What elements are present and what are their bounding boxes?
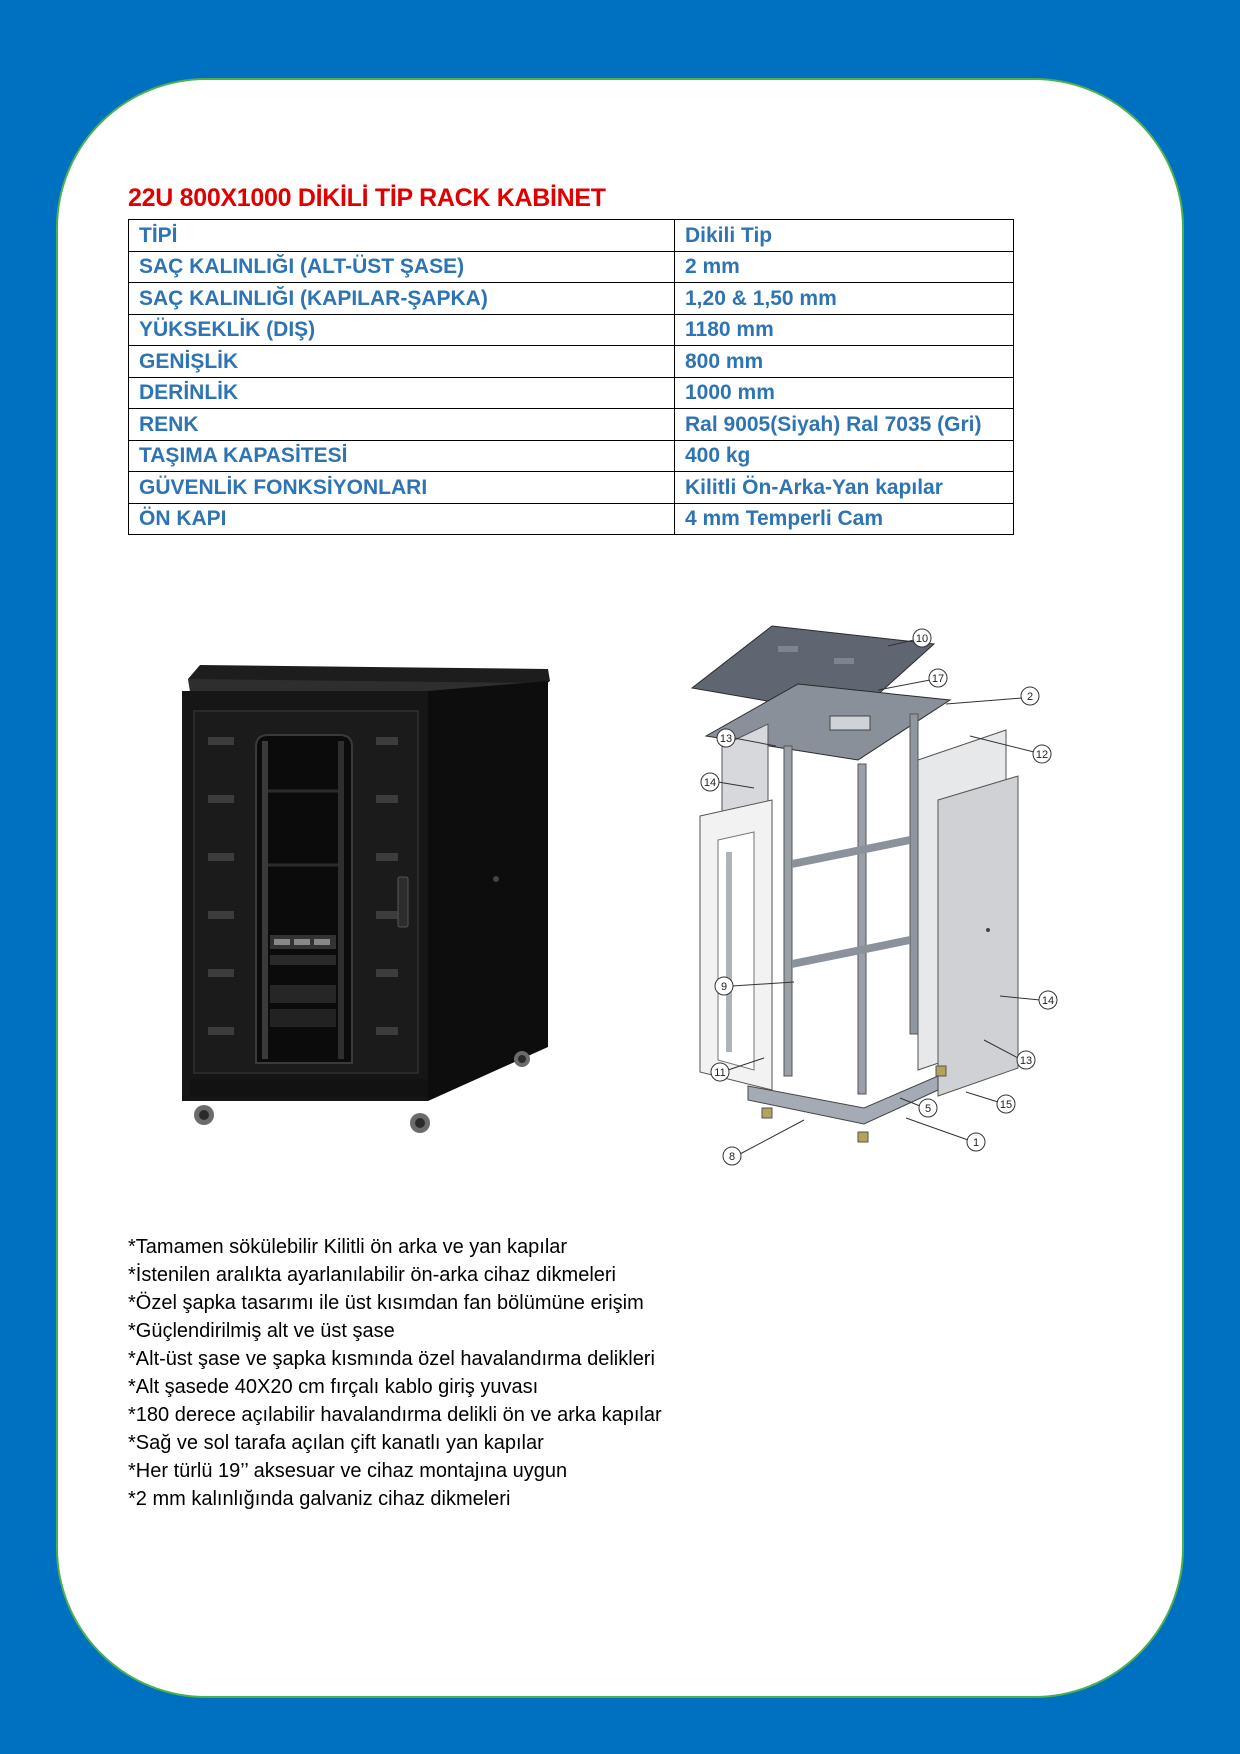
door-handle xyxy=(398,877,408,927)
table-row xyxy=(129,377,1014,409)
spec-label: GÜVENLİK FONKSİYONLARI xyxy=(129,472,675,504)
list-item: *Alt-üst şase ve şapka kısmında özel havalandırma delikleri xyxy=(128,1348,655,1370)
table-row xyxy=(129,346,1014,378)
callout-label: 1 xyxy=(972,1137,980,1149)
spec-label: SAÇ KALINLIĞI (KAPILAR-ŞAPKA) xyxy=(129,283,675,315)
list-item: *Sağ ve sol tarafa açılan çift kanatlı yan kapılar xyxy=(128,1432,544,1454)
list-item: *İstenilen aralıkta ayarlanılabilir ön-arka cihaz dikmeleri xyxy=(128,1264,616,1286)
spec-value: 4 mm Temperli Cam xyxy=(675,503,1014,535)
table-row xyxy=(129,440,1014,472)
spec-value: 1000 mm xyxy=(675,377,1014,409)
callout-label: 5 xyxy=(924,1103,932,1115)
spec-value: Ral 9005(Siyah) Ral 7035 (Gri) xyxy=(675,409,1014,441)
callout-label: 15 xyxy=(999,1099,1013,1111)
spec-label: GENİŞLİK xyxy=(129,346,675,378)
callout-label: 8 xyxy=(728,1151,736,1163)
list-item: *Tamamen sökülebilir Kilitli ön arka ve yan kapılar xyxy=(128,1236,568,1258)
list-item: *Güçlendirilmiş alt ve üst şase xyxy=(128,1320,395,1342)
table-row xyxy=(129,220,1014,252)
base-frame xyxy=(748,1076,938,1124)
callout-label: 10 xyxy=(915,633,929,645)
spec-value: 400 kg xyxy=(675,440,1014,472)
spec-label: TAŞIMA KAPASİTESİ xyxy=(129,440,675,472)
callout-label: 12 xyxy=(1035,749,1049,761)
side-door xyxy=(938,776,1018,1096)
list-item: *2 mm kalınlığında galvaniz cihaz dikmeleri xyxy=(128,1488,511,1510)
spec-label: SAÇ KALINLIĞI (ALT-ÜST ŞASE) xyxy=(129,251,675,283)
table-row xyxy=(129,314,1014,346)
table-row xyxy=(129,251,1014,283)
feature-list xyxy=(128,1233,662,1513)
list-item: *180 derece açılabilir havalandırma delikli ön ve arka kapılar xyxy=(128,1404,662,1426)
spec-label: TİPİ xyxy=(129,220,675,252)
callout-label: 17 xyxy=(931,673,945,685)
spec-label: YÜKSEKLİK (DIŞ) xyxy=(129,314,675,346)
table-row xyxy=(129,503,1014,535)
table-row xyxy=(129,472,1014,504)
callout-label: 14 xyxy=(1041,995,1055,1007)
spec-label: ÖN KAPI xyxy=(129,503,675,535)
spec-value: Dikili Tip xyxy=(675,220,1014,252)
spec-label: DERİNLİK xyxy=(129,377,675,409)
spec-table xyxy=(128,219,1014,535)
list-item: *Özel şapka tasarımı ile üst kısımdan fan bölümüne erişim xyxy=(128,1292,644,1314)
callout-label: 13 xyxy=(719,733,733,745)
callout-label: 11 xyxy=(714,1067,726,1079)
spec-label: RENK xyxy=(129,409,675,441)
callout-label: 9 xyxy=(720,981,728,993)
callout-label: 14 xyxy=(703,777,717,789)
spec-value: 800 mm xyxy=(675,346,1014,378)
list-item: *Her türlü 19’’ aksesuar ve cihaz montajına uygun xyxy=(128,1460,568,1482)
cabinet-photo xyxy=(170,655,560,1155)
spec-value: 1180 mm xyxy=(675,314,1014,346)
table-row xyxy=(129,283,1014,315)
spec-value: 2 mm xyxy=(675,251,1014,283)
table-row xyxy=(129,409,1014,441)
callout-label: 2 xyxy=(1026,691,1034,703)
spec-value: Kilitli Ön-Arka-Yan kapılar xyxy=(675,472,1014,504)
spec-value: 1,20 & 1,50 mm xyxy=(675,283,1014,315)
page-title: 22U 800X1000 DİKİLİ TİP RACK KABİNET xyxy=(128,184,606,212)
callout-label: 13 xyxy=(1019,1055,1033,1067)
exploded-diagram xyxy=(688,620,1060,1168)
cabinet-side xyxy=(428,681,548,1101)
list-item: *Alt şasede 40X20 cm fırçalı kablo giriş yuvası xyxy=(128,1376,539,1398)
